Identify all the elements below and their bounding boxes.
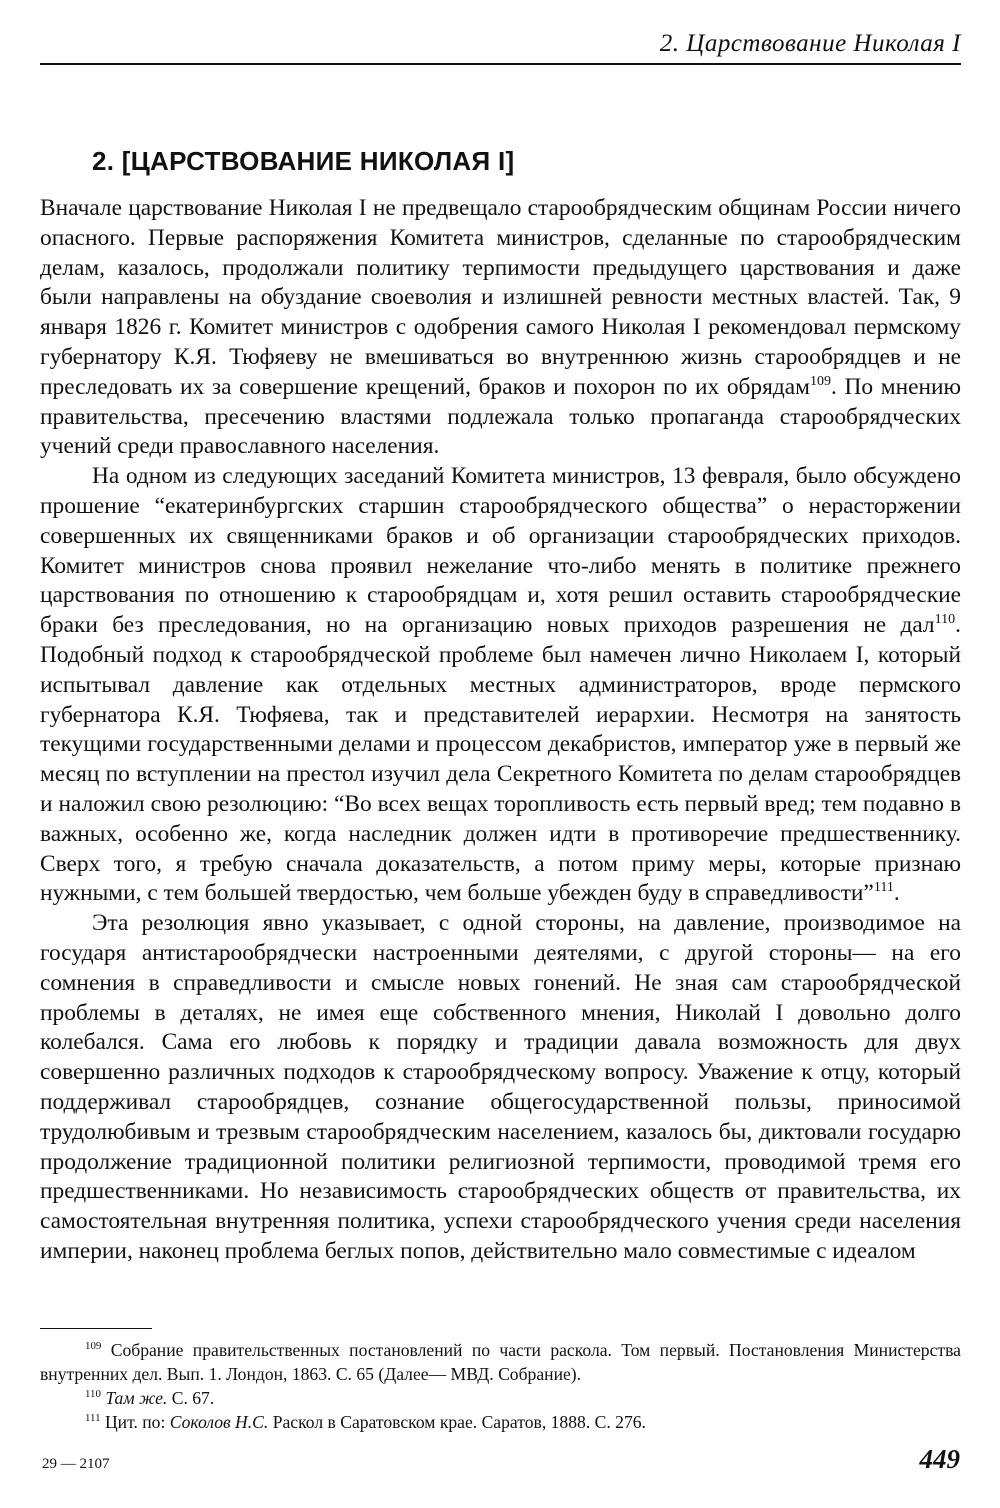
footnotes — [40, 1338, 961, 1434]
footnote-111 — [40, 1410, 961, 1434]
footnote-italic: Соколов Н.С. — [169, 1412, 269, 1432]
running-head: 2. Царствование Николая I — [659, 30, 961, 57]
footnote-number: 110 — [85, 1388, 101, 1401]
footnote-rule — [40, 1328, 152, 1329]
paragraph-text: . Подобный подход к старообрядческой проблеме был намечен лично Николаем I, который испытывал давление как отдельных местных администраторов, вроде пермского губернатора К.Я. Тюфяева, так и представителей иерархии. Несмотря на занятость текущими государственными делами и процессом декабристов, император уже в первый же месяц по вступлении на престол изучил дела Секретного Комитета по делам старообрядцев и наложил свою резолюцию: “Во всех вещах торопливость есть первый вред; тем подавно в важных, особенно же, когда наследник должен идти в противоречие предшественнику. Сверх того, я требую сначала доказательств, а потом приму меры, которые признаю нужными, с тем большей твердостью, чем больше убежден буду в справедливости” — [40, 612, 961, 907]
footnote-number: 109 — [85, 1340, 102, 1353]
paragraph-text: . По мнению правительства, пресечению властями подлежала только пропаганда старообрядческих учений среди православного населения. — [40, 373, 962, 460]
printer-signature: 29 — 2107 — [42, 1456, 110, 1472]
paragraph-text: Вначале царствование Николая I не предвещало старообрядческим общинам России ничего опасного. Первые распоряжения Комитета министров, сделанные по старообрядческим делам, казалось, продолжали политику терпимости предыдущего царствования и даже были направлены на обуздание своеволия и излишней ревности местных властей. Так, 9 января 1826 г. Комитет министров с одобрения самого Николая I рекомендовал пермскому губернатору К.Я. Тюфяеву не вмешиваться во внутреннюю жизнь старообрядцев и не преследовать их за совершение крещений, браков и похорон по их обрядам — [40, 195, 961, 400]
paragraph-2 — [40, 462, 961, 909]
footnote-110 — [40, 1386, 961, 1410]
footnote-ref-110: 110 — [934, 611, 956, 628]
footnote-prefix: Цит. по: — [104, 1412, 166, 1432]
footnote-text: С. 67. — [171, 1388, 215, 1408]
paragraph-text: . — [893, 880, 900, 907]
footnote-number: 111 — [85, 1412, 101, 1425]
paragraph-3 — [40, 909, 961, 1267]
paragraph-text: На одном из следующих заседаний Комитета министров, 13 февраля, было обсуждено прошение “екатеринбургских старшин старообрядческого общества” о нерасторжении совершенных их священниками браков и об организации старообрядческих приходов. Комитет министров снова проявил нежелание что-либо менять в политике прежнего царствования по отношению к старообрядцам и, хотя решил оставить старообрядческие браки без преследования, но на организацию новых приходов разрешения не дал — [40, 463, 961, 639]
footnote-text: Собрание правительственных постановлений по части раскола. Том первый. Постановления Министерства внутренних дел. Вып. 1. Лондон, 1863. С. 65 (Далее— МВД. Собрание). — [40, 1340, 961, 1384]
footnote-italic: Там же. — [105, 1388, 168, 1408]
footnote-text: Раскол в Саратовском крае. Саратов, 1888. С. 276. — [272, 1412, 646, 1432]
body-text — [40, 194, 961, 1267]
header-rule — [40, 63, 961, 65]
chapter-title: 2. [ЦАРСТВОВАНИЕ НИКОЛАЯ I] — [92, 146, 515, 176]
paragraph-text: Эта резолюция явно указывает, с одной стороны, на давление, производимое на государя антистарообрядчески настроенными деятелями, с другой стороны— на его сомнения в справедливости и смысле новых гонений. Не зная сам старообрядческой проблемы в деталях, не имея еще собственного мнения, Николай I довольно долго колебался. Сама его любовь к порядку и традиции давала возможность для двух совершенно различных подходов к старообрядческому вопросу. Уважение к отцу, который поддерживал старообрядцев, сознание общегосударственной пользы, приносимой трудолюбивым и трезвым старообрядческим населением, казалось бы, диктовали государю продолжение традиционной политики религиозной терпимости, проводимой тремя его предшественниками. Но независимость старообрядческих обществ от правительства, их самостоятельная внутренняя политика, успехи старообрядческого учения среди населения империи, наконец проблема беглых попов, действительно мало совместимые с идеалом — [40, 910, 961, 1264]
footnote-ref-109: 109 — [809, 372, 832, 389]
footnote-109 — [40, 1338, 961, 1386]
paragraph-1 — [40, 194, 961, 462]
footnote-ref-111: 111 — [873, 879, 894, 896]
page-number: 449 — [919, 1444, 960, 1474]
